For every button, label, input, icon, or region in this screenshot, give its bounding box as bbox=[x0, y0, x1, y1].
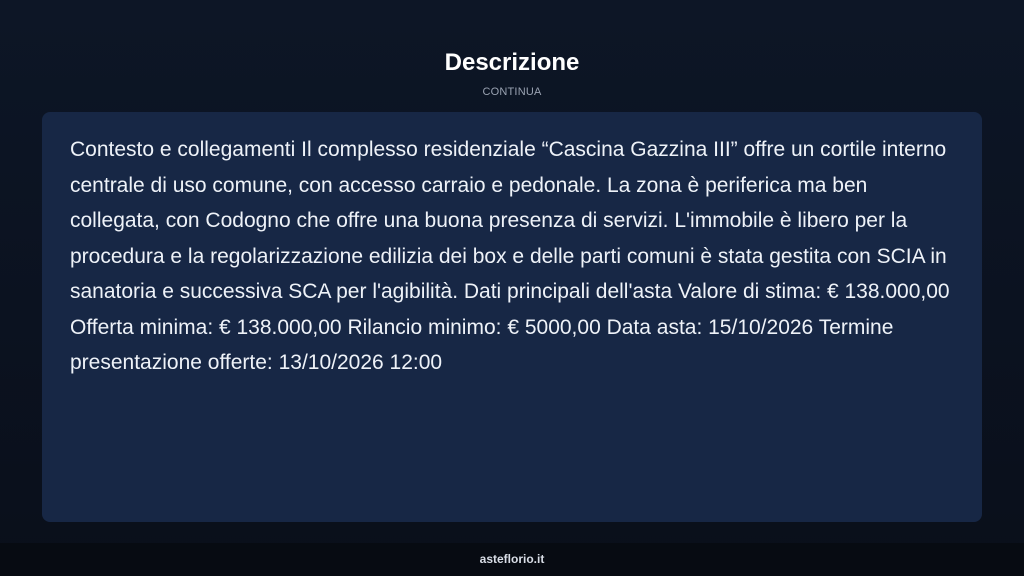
description-text: Contesto e collegamenti Il complesso residenziale “Cascina Gazzina III” offre un cortile interno centrale di uso comune, con accesso carraio e pedonale. La zona è periferica ma ben collegata, con Codogno che offre una buona presenza di servizi. L'immobile è libero per la procedura e la regolarizzazione edilizia dei box e delle parti comuni è stata gestita con SCIA in sanatoria e successiva SCA per l'agibilità. Dati principali dell'asta Valore di stima: € 138.000,00 Offerta minima: € 138.000,00 Rilancio minimo: € 5000,00 Data asta: 15/10/2026 Termine presentazione offerte: 13/10/2026 12:00 bbox=[70, 138, 950, 374]
footer-bar bbox=[0, 543, 1024, 576]
description-card bbox=[42, 112, 982, 522]
site-name: asteflorio.it bbox=[479, 552, 545, 566]
page-title: Descrizione bbox=[444, 49, 580, 76]
continue-label: CONTINUA bbox=[482, 86, 542, 98]
page-header bbox=[0, 48, 1024, 98]
